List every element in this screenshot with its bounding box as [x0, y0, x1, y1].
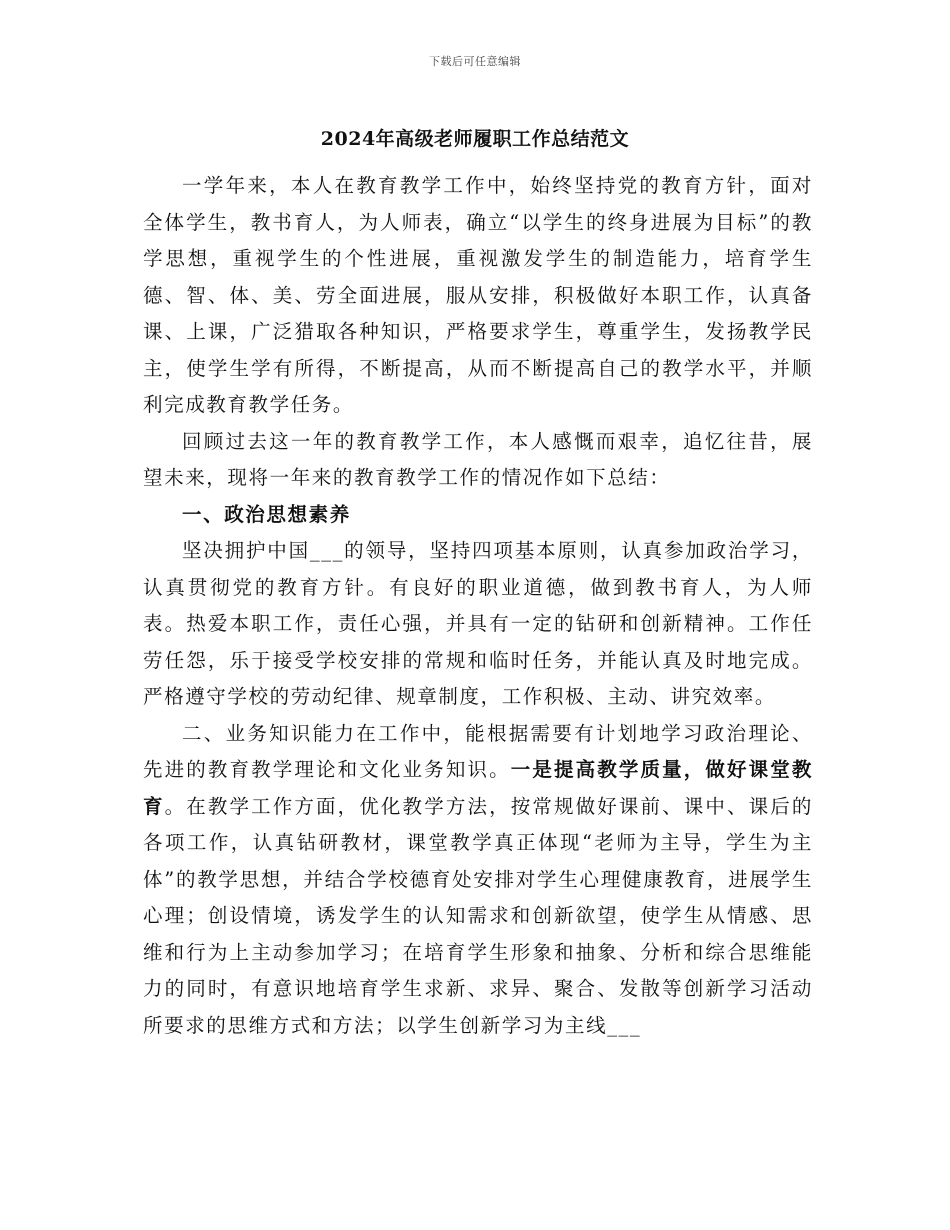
paragraph-review: 回顾过去这一年的教育教学工作，本人感慨而艰幸，追忆往昔，展望未来，现将一年来的教育教学工作的情况作如下总结：	[143, 429, 813, 489]
download-note: 下载后可任意编辑	[429, 55, 521, 68]
document-body	[143, 168, 813, 1044]
paragraph-professional	[143, 716, 813, 1045]
paragraph-intro: 一学年来，本人在教育教学工作中，始终坚持党的教育方针，面对全体学生，教书育人，为人师表，确立“以学生的终身进展为目标”的教学思想，重视学生的个性进展，重视激发学生的制造能力，培育学生德、智、体、美、劳全面进展，服从安排，积极做好本职工作，认真备课、上课，广泛猎取各种知识，严格要求学生，尊重学生，发扬教学民主，使学生学有所得，不断提高，从而不断提高自己的教学水平，并顺利完成教育教学任务。	[143, 174, 813, 416]
paragraph-political: 坚决拥护中国___的领导，坚持四项基本原则，认真参加政治学习，认真贯彻党的教育方针。有良好的职业道德，做到教书育人，为人师表。热爱本职工作，责任心强，并具有一定的钻研和创新精神。工作任劳任怨，乐于接受学校安排的常规和临时任务，并能认真及时地完成。严格遵守学校的劳动纪律、规章制度，工作积极、主动、讲究效率。	[143, 539, 813, 708]
paragraph-professional-rest: 。在教学工作方面，优化教学方法，按常规做好课前、课中、课后的各项工作，认真钻研教材，课堂教学真正体现“老师为主导，学生为主体”的教学思想，并结合学校德育处安排对学生心理健康教育，进展学生心理；创设情境，诱发学生的认知需求和创新欲望，使学生从情感、思维和行为上主动参加学习；在培育学生形象和抽象、分析和综合思维能力的同时，有意识地培育学生求新、求异、聚合、发散等创新学习活动所要求的思维方式和方法；以学生创新学习为主线___	[143, 794, 813, 1037]
paragraph-professional-start: 二、业务知识能力在工作中，能根据需要有计划地学习政治理论、先进的教育教学理论和文化业务知识。	[143, 721, 813, 781]
section-heading-political: 一、政治思想素养	[182, 502, 351, 526]
paragraph-professional-bold: 一是提高教学质量，做好课堂教育	[143, 758, 814, 818]
document-title: 2024年高级老师履职工作总结范文	[320, 128, 630, 150]
